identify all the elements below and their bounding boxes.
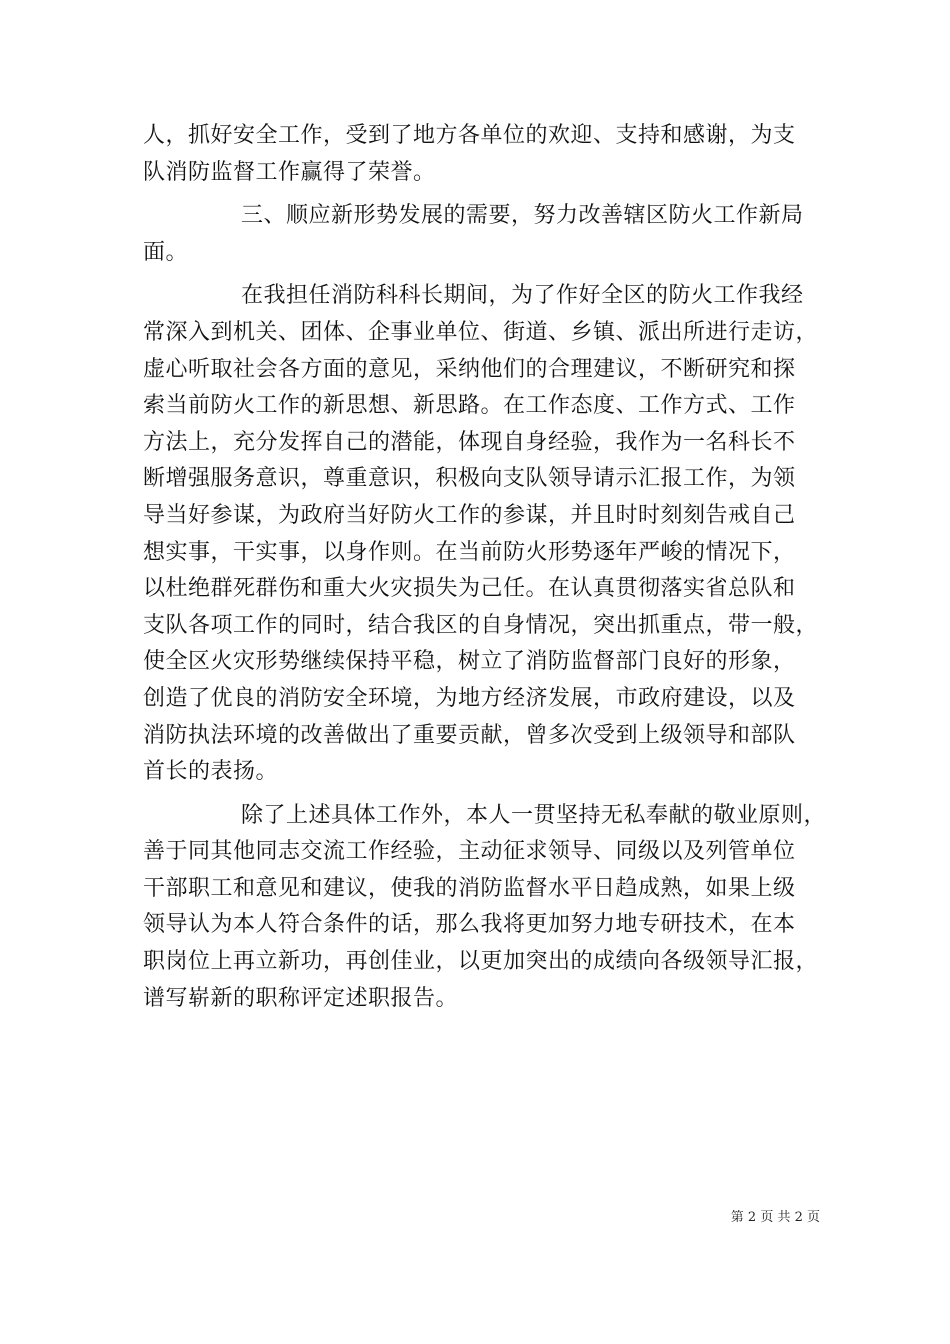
text-line: 使全区火灾形势继续保持平稳，树立了消防监督部门良好的形象， — [143, 649, 796, 675]
page-number: 第 2 页 共 2 页 — [730, 1210, 820, 1225]
text-line: 常深入到机关、团体、企事业单位、街道、乡镇、派出所进行走访， — [143, 319, 819, 345]
text-line: 人，抓好安全工作，受到了地方各单位的欢迎、支持和感谢，为支 — [143, 123, 796, 148]
text-line: 消防执法环境的改善做出了重要贡献，曾多次受到上级领导和部队 — [143, 722, 796, 748]
text-line: 首长的表扬。 — [143, 759, 279, 785]
text-line: 方法上，充分发挥自己的潜能，体现自身经验，我作为一名科长不 — [143, 429, 796, 455]
text-line: 想实事，干实事，以身作则。在当前防火形势逐年严峻的情况下， — [143, 539, 796, 565]
text-line: 谱写崭新的职称评定述职报告。 — [143, 985, 459, 1011]
text-line: 善于同其他同志交流工作经验，主动征求领导、同级以及列管单位 — [143, 839, 796, 865]
text-line: 断增强服务意识，尊重意识，积极向支队领导请示汇报工作，为领 — [143, 466, 796, 492]
paragraph-gap — [143, 271, 818, 278]
text-line: 支队各项工作的同时，结合我区的自身情况，突出抓重点，带一般， — [143, 612, 819, 638]
document-body — [143, 118, 827, 1017]
text-line: 索当前防火工作的新思想、新思路。在工作态度、工作方式、工作 — [143, 393, 796, 419]
text-line: 创造了优良的消防安全环境，为地方经济发展，市政府建设，以及 — [143, 685, 796, 711]
paragraph — [143, 198, 818, 271]
paragraph — [143, 278, 818, 790]
text-line: 面。 — [143, 239, 189, 265]
text-line: 导当好参谋，为政府当好防火工作的参谋，并且时时刻刻告戒自己 — [143, 502, 796, 528]
text-line: 三、顺应新形势发展的需要，努力改善辖区防火工作新局 — [241, 203, 804, 229]
text-line: 领导认为本人符合条件的话，那么我将更加努力地专研技术，在本 — [143, 912, 796, 938]
text-line: 队消防监督工作赢得了荣誉。 — [143, 159, 436, 185]
text-line: 职岗位上再立新功，再创佳业，以更加突出的成绩向各级领导汇报， — [143, 949, 819, 975]
text-line: 以杜绝群死群伤和重大火灾损失为己任。在认真贯彻落实省总队和 — [143, 576, 796, 602]
paragraph — [143, 798, 827, 1018]
text-line: 在我担任消防科科长期间，为了作好全区的防火工作我经 — [241, 283, 804, 309]
text-line: 虚心听取社会各方面的意见，采纳他们的合理建议，不断研究和探 — [143, 356, 796, 382]
text-line: 干部职工和意见和建议，使我的消防监督水平日趋成熟，如果上级 — [143, 875, 796, 901]
paragraph-gap — [143, 791, 818, 798]
text-line: 除了上述具体工作外，本人一贯坚持无私奉献的敬业原则， — [241, 802, 827, 828]
paragraph-gap — [143, 191, 818, 198]
paragraph — [143, 118, 818, 191]
